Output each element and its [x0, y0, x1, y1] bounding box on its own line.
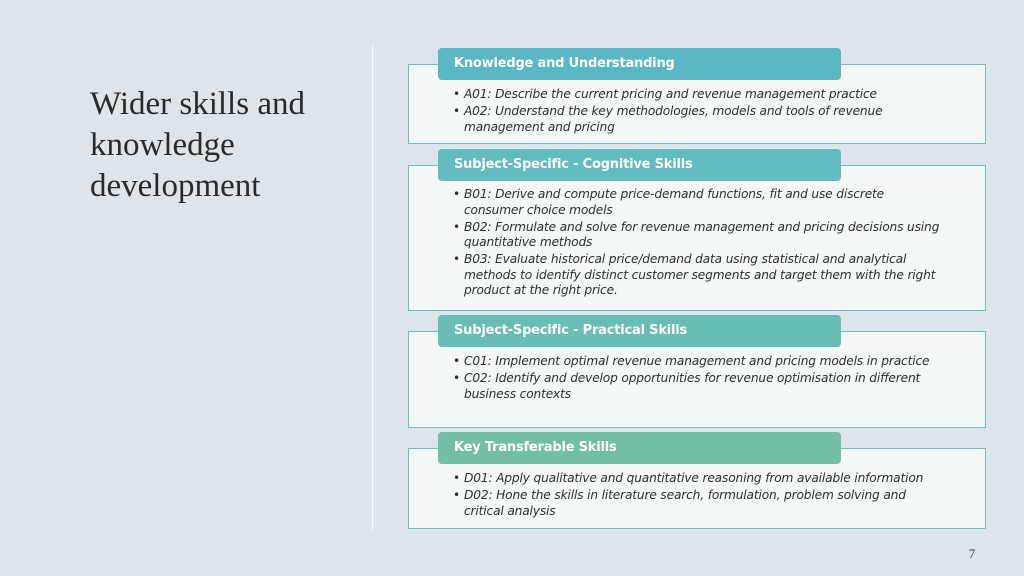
- list-item-text: C02: Identify and develop opportunities for revenue optimisation in different business contexts: [464, 371, 921, 401]
- list-item-text: B01: Derive and compute price-demand functions, fit and use discrete consumer choice models: [464, 187, 885, 217]
- list-item: • B01: Derive and compute price-demand functions, fit and use discrete consumer choice models: [453, 187, 885, 217]
- vertical-divider: [372, 44, 373, 530]
- page-number: 7: [968, 546, 976, 561]
- list-item-text: B03: Evaluate historical price/demand data using statistical and analytical methods to identify distinct customer segments and target them with the right product at the right price.: [464, 252, 936, 297]
- section-header: Knowledge and Understanding: [438, 48, 841, 80]
- section-cognitive-skills: [408, 149, 986, 311]
- list-item-text: D02: Hone the skills in literature search, formulation, problem solving and critical analysis: [464, 488, 906, 518]
- list-item-text: A02: Understand the key methodologies, models and tools of revenue management and pricing: [464, 104, 883, 134]
- list-item-text: D01: Apply qualitative and quantitative reasoning from available information: [464, 471, 924, 485]
- list-item: • D02: Hone the skills in literature search, formulation, problem solving and critical analysis: [453, 488, 906, 518]
- section-header: Subject-Specific - Practical Skills: [438, 315, 841, 347]
- list-item-text: C01: Implement optimal revenue management and pricing models in practice: [464, 354, 930, 368]
- list-item: • A01: Describe the current pricing and revenue management practice: [453, 87, 877, 101]
- list-item: • B03: Evaluate historical price/demand data using statistical and analytical methods to identify distinct customer segments and target them with the right product at the right price.: [453, 252, 936, 297]
- section-knowledge-understanding: [408, 48, 986, 144]
- list-item: • B02: Formulate and solve for revenue management and pricing decisions using quantitative methods: [453, 219, 940, 249]
- list-item: • A02: Understand the key methodologies, models and tools of revenue management and pricing: [453, 104, 883, 134]
- slide-title: Wider skills and knowledge development: [90, 86, 305, 204]
- section-header: Key Transferable Skills: [438, 432, 841, 464]
- section-item-list: [453, 354, 945, 404]
- list-item: • C01: Implement optimal revenue management and pricing models in practice: [453, 354, 930, 368]
- list-item: • C02: Identify and develop opportunities for revenue optimisation in different business contexts: [453, 371, 921, 401]
- section-item-list: [453, 187, 945, 300]
- section-header: Subject-Specific - Cognitive Skills: [438, 149, 841, 181]
- list-item-text: B02: Formulate and solve for revenue management and pricing decisions using quantitative methods: [464, 219, 940, 249]
- list-item-text: A01: Describe the current pricing and revenue management practice: [464, 87, 877, 101]
- section-transferable-skills: [408, 432, 986, 529]
- section-practical-skills: [408, 315, 986, 428]
- section-item-list: [453, 471, 945, 521]
- section-item-list: [453, 87, 945, 137]
- list-item: • D01: Apply qualitative and quantitative reasoning from available information: [453, 471, 924, 485]
- section-content-box: [408, 165, 986, 311]
